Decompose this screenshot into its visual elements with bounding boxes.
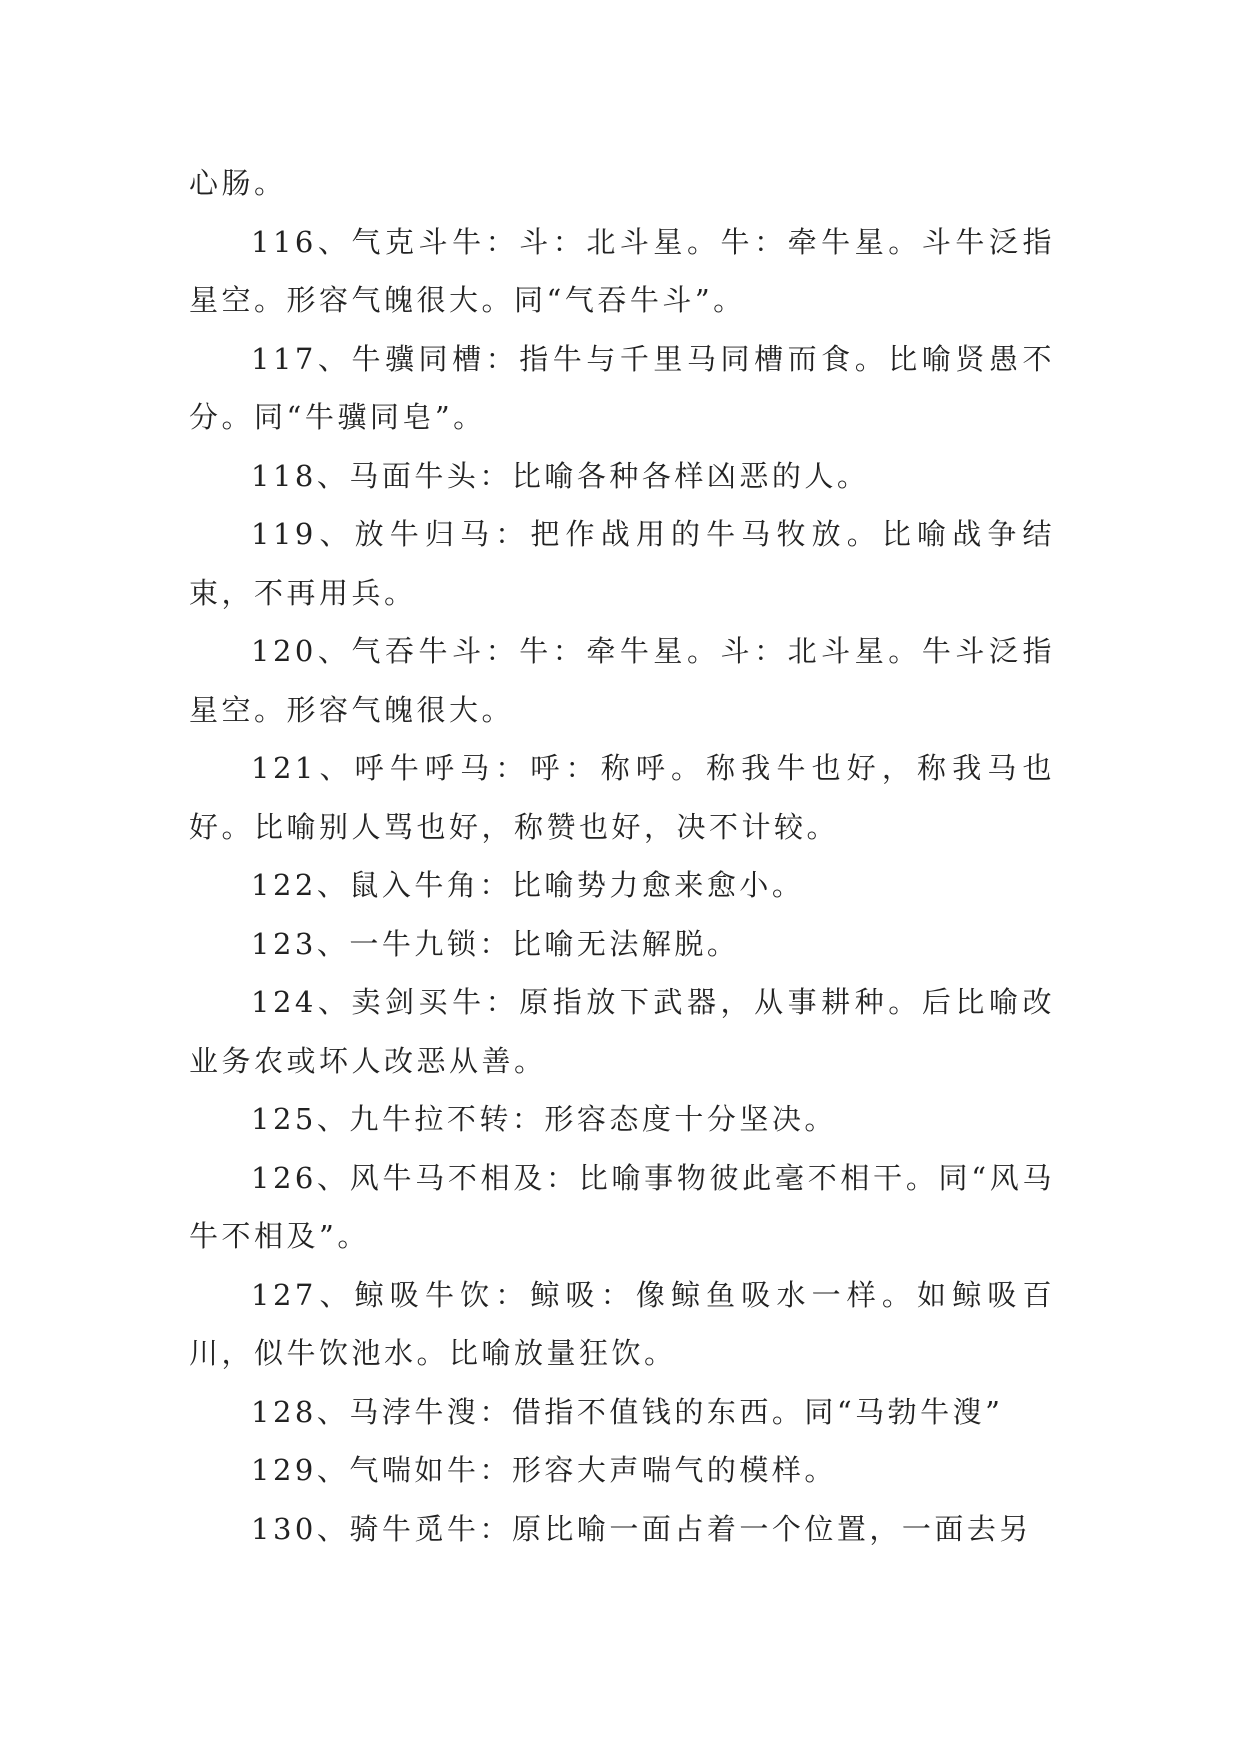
paragraph: 129、气喘如牛：形容大声喘气的模样。 (251, 1453, 837, 1487)
paragraph: 122、鼠入牛角：比喻势力愈来愈小。 (251, 868, 805, 902)
paragraph: 119、放牛归马：把作战用的牛马牧放。比喻战争结束，不再用兵。 (189, 517, 1055, 610)
paragraph: 123、一牛九锁：比喻无法解脱。 (251, 926, 740, 961)
paragraph: 120、气吞牛斗：牛：牵牛星。斗：北斗星。牛斗泛指星空。形容气魄很大。 (189, 634, 1055, 727)
document-body (189, 154, 1055, 1558)
paragraph: 心肠。 (189, 166, 287, 200)
paragraph: 128、马浡牛溲：借指不值钱的东西。同“马勃牛溲” (251, 1394, 1004, 1429)
paragraph: 117、牛骥同槽：指牛与千里马同槽而食。比喻贤愚不分。同“牛骥同皂”。 (189, 341, 1055, 434)
paragraph: 130、骑牛觅牛：原比喻一面占着一个位置，一面去另 (251, 1511, 1032, 1546)
paragraph: 125、九牛拉不转：形容态度十分坚决。 (251, 1102, 837, 1136)
paragraph: 124、卖剑买牛：原指放下武器，从事耕种。后比喻改业务农或坏人改恶从善。 (189, 985, 1055, 1078)
paragraph: 118、马面牛头：比喻各种各样凶恶的人。 (251, 458, 870, 493)
paragraph: 116、气克斗牛：斗：北斗星。牛：牵牛星。斗牛泛指星空。形容气魄很大。同“气吞牛斗”。 (189, 224, 1055, 317)
paragraph: 121、呼牛呼马：呼：称呼。称我牛也好，称我马也好。比喻别人骂也好，称赞也好，决不计较。 (189, 751, 1055, 844)
paragraph: 127、鲸吸牛饮：鲸吸：像鲸鱼吸水一样。如鲸吸百川，似牛饮池水。比喻放量狂饮。 (189, 1277, 1055, 1370)
paragraph: 126、风牛马不相及：比喻事物彼此毫不相干。同“风马牛不相及”。 (189, 1160, 1055, 1253)
